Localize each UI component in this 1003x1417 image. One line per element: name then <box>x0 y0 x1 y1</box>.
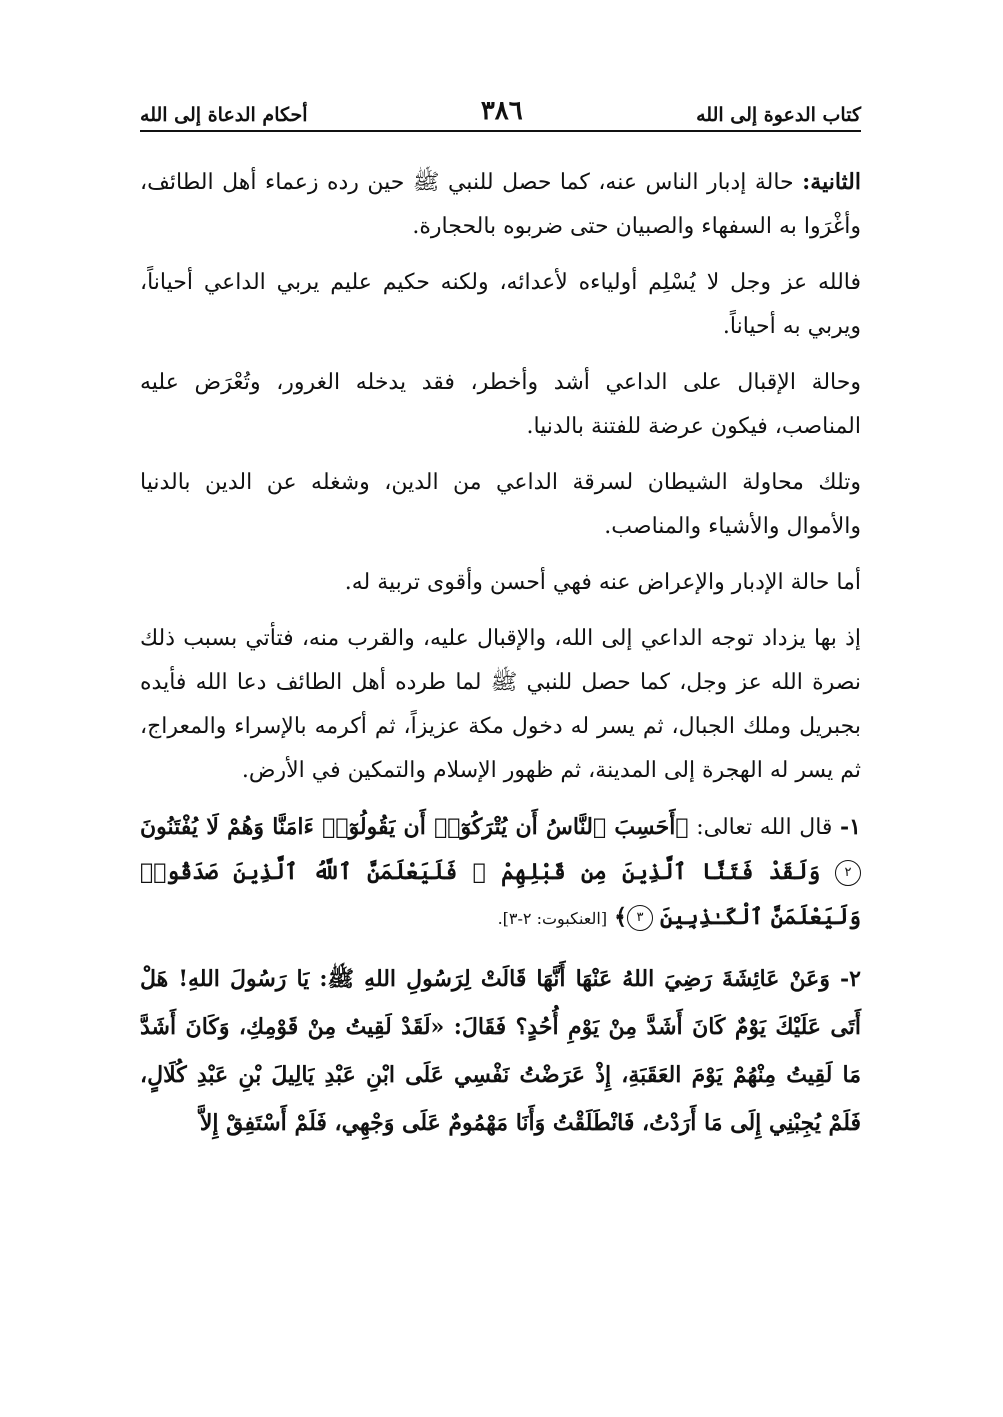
item-number: ٢- <box>840 966 861 992</box>
item-intro: قال الله تعالى: <box>688 815 841 840</box>
item-number: ١- <box>840 814 861 840</box>
page-number: ٣٨٦ <box>480 96 523 126</box>
paragraph-second-state <box>140 160 861 249</box>
quran-verse-part1: ﴿أَحَسِبَ ٱلنَّاسُ أَن يُتْرَكُوٓا۟ أَن يَقُولُوٓا۟ ءَامَنَّا وَهُمْ لَا يُفْتَنُونَ <box>140 814 689 840</box>
ayah-number-marker: ٣ <box>627 905 653 931</box>
paragraph: فالله عز وجل لا يُسْلِم أولياءه لأعدائه، ولكنه حكيم عليم يربي الداعي أحياناً، ويربي به أحياناً. <box>140 270 861 339</box>
hadith-text: وَعَنْ عَائِشَةَ رَضِيَ اللهُ عَنْهَا أَنَّهَا قَالَتْ لِرَسُولِ اللهِ ﷺ: يَا رَسُولَ اللهِ! هَلْ أَتَى عَلَيْكَ يَوْمٌ كَانَ أَشَدَّ مِنْ يَوْمِ أُحُدٍ؟ فَقَالَ: «لَقَدْ لَقِيتُ مِنْ قَوْمِكِ، وَكَانَ أَشَدَّ مَا لَقِيتُ مِنْهُمْ يَوْمَ العَقَبَةِ، إِذْ عَرَضْتُ نَفْسِي عَلَى ابْنِ عَبْدِ يَالِيلَ بْنِ عَبْدِ كُلَالٍ، فَلَمْ يُجِبْنِي إِلَى مَا أَرَدْتُ، فَانْطَلَقْتُ وَأَنَا مَهْمُومٌ عَلَى وَجْهِي، فَلَمْ أَسْتَفِقْ إِلاَّ <box>140 966 861 1136</box>
numbered-item-quran <box>140 805 861 941</box>
ayah-number-marker: ٢ <box>835 860 861 886</box>
page-body <box>140 160 861 1161</box>
quran-verse-part2: وَلَقَدْ فَتَنَّا ٱلَّذِينَ مِن قَبْلِهِمْ ۖ فَلَيَعْلَمَنَّ ٱللَّهُ ٱلَّذِينَ صَدَقُوا۟ وَلَيَعْلَمَنَّ ٱلْكَـٰذِبِينَ <box>140 859 861 930</box>
paragraph: أما حالة الإدبار والإعراض عنه فهي أحسن وأقوى تربية له. <box>344 570 861 595</box>
paragraph: وحالة الإقبال على الداعي أشد وأخطر، فقد يدخله الغرور، وتُعْرَض عليه المناصب، فيكون عرضة للفتنة بالدنيا. <box>140 370 861 439</box>
header-book-title: كتاب الدعوة إلى الله <box>696 104 861 126</box>
running-header <box>140 96 861 126</box>
header-divider <box>140 130 861 132</box>
quran-reference: [العنكبوت: ٢-٣]. <box>497 909 608 928</box>
paragraph: إذ بها يزداد توجه الداعي إلى الله، والإقبال عليه، والقرب منه، فتأتي بسبب ذلك نصرة الله عز وجل، كما حصل للنبي ﷺ لما طرده أهل الطائف دعا الله فأيده بجبريل وملك الجبال، ثم يسر له دخول مكة عزيزاً، ثم أكرمه بالإسراء والمعراج، ثم يسر له الهجرة إلى المدينة، ثم ظهور الإسلام والتمكين في الأرض. <box>140 626 861 783</box>
numbered-item-hadith <box>140 955 861 1147</box>
quran-bracket-close: ﴾ <box>614 904 627 930</box>
paragraph: وتلك محاولة الشيطان لسرقة الداعي من الدين، وشغله عن الدين بالدنيا والأموال والأشياء والمناصب. <box>140 470 861 539</box>
paragraph-text: حالة إدبار الناس عنه، كما حصل للنبي ﷺ حين رده زعماء أهل الطائف، وأغْرَوا به السفهاء والصبيان حتى ضربوه بالحجارة. <box>140 170 861 239</box>
paragraph-lead: الثانية: <box>802 169 861 195</box>
header-chapter-title: أحكام الدعاة إلى الله <box>140 104 308 126</box>
